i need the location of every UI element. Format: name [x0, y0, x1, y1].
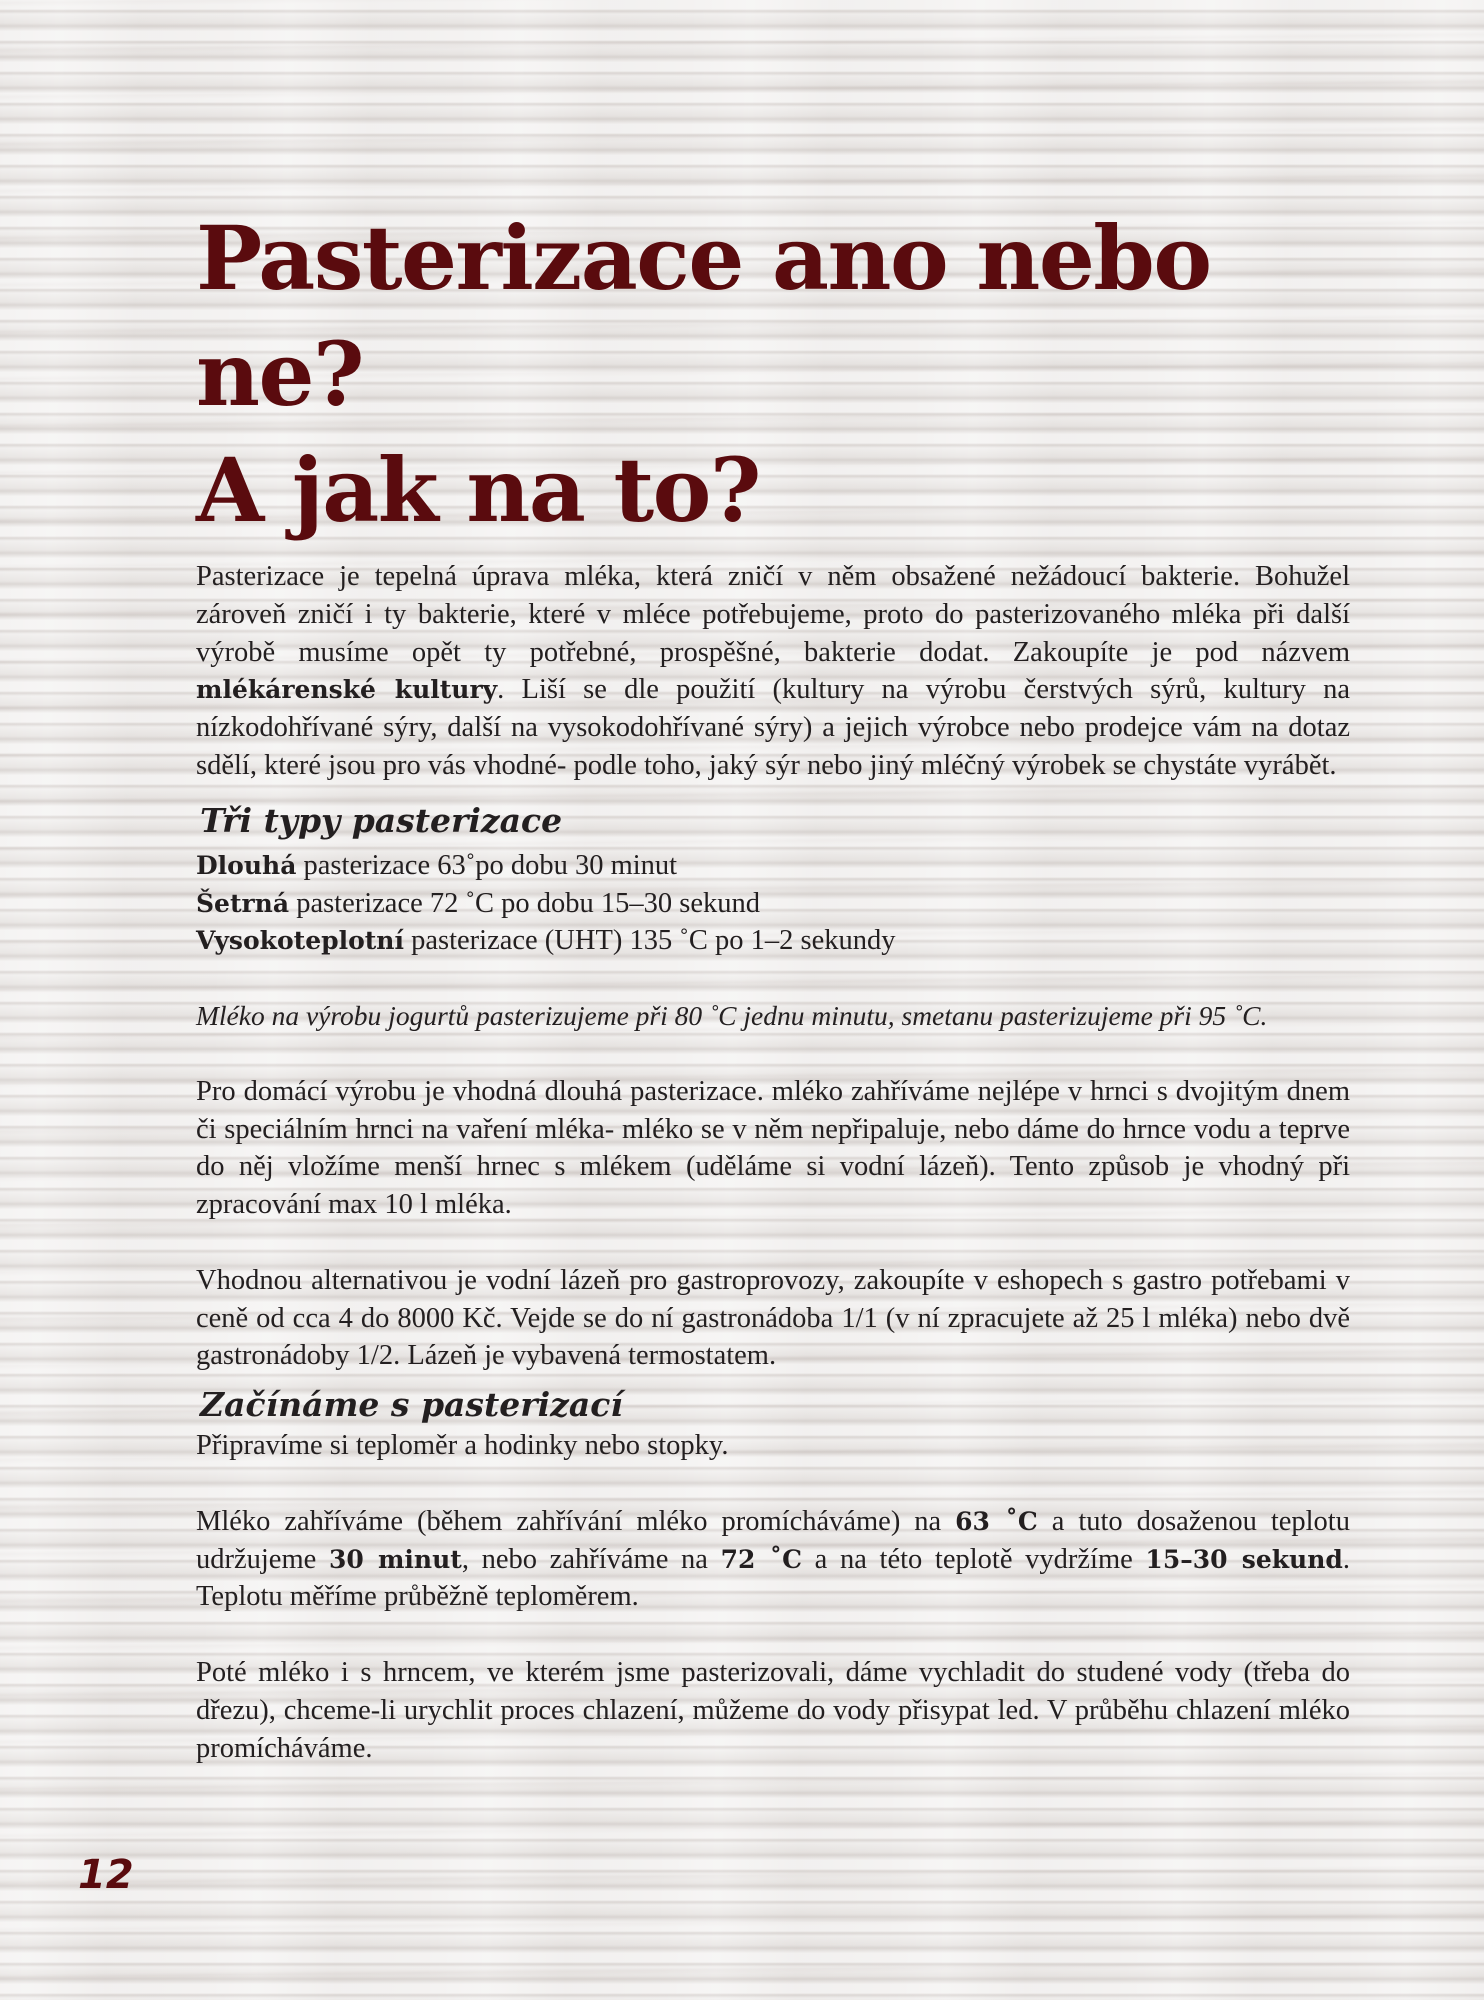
heating-text: Mléko zahříváme (během zahřívání mléko promícháváme) na: [196, 1505, 956, 1537]
section-heading-start: Začínáme s pasterizací: [200, 1385, 623, 1425]
yogurt-note: Mléko na výrobu jogurtů pasterizujeme při 80 ˚C jednu minutu, smetanu pasterizujeme při 95 ˚C.: [196, 1000, 1268, 1032]
duration-30-min: 30 minut: [328, 1544, 462, 1574]
cooling-paragraph: Poté mléko i s hrncem, ve kterém jsme pasterizovali, dáme vychladit do studené vody (třeba do dřezu), chceme-li urychlit proces chlazení, můžeme do vody přisypat led. V průběhu chlazení mléko promícháváme.: [196, 1656, 1350, 1764]
item-term: Dlouhá: [196, 850, 297, 880]
item-text: pasterizace (UHT) 135 ˚C po 1–2 sekundy: [403, 925, 896, 957]
page-number: 12: [78, 1852, 134, 1898]
item-term: Vysokoteplotní: [196, 926, 404, 956]
heating-paragraph: [196, 1503, 1350, 1616]
intro-text-2: . Liší se dle použití (kultury na výrobu čerstvých sýrů, kultury na nízkodohřívané sýry, další na vysokodohřívané sýry) a jejich výrobce nebo prodejce vám na dotaz sdělí, které jsou pro vás vhodné- podle toho, jaký sýr nebo jiný mléčný výrobek se chystáte vyrábět.: [196, 674, 1351, 781]
heating-text: , nebo zahříváme na: [461, 1543, 721, 1575]
title-line-2: A jak na to?: [196, 438, 760, 542]
page-content: [196, 200, 1350, 1767]
list-item: [196, 847, 1350, 885]
section-heading-types: Tři typy pasterizace: [200, 800, 563, 840]
item-text: pasterizace 63˚po dobu 30 minut: [296, 849, 678, 881]
page-title: [196, 200, 1350, 548]
item-term: Šetrná: [196, 888, 290, 918]
intro-paragraph: [196, 558, 1350, 785]
heating-text: a na této teplotě vydržíme: [802, 1543, 1146, 1575]
temp-72: 72 ˚C: [720, 1544, 802, 1574]
pasteurization-types-list: [196, 847, 1350, 960]
tools-paragraph: Připravíme si teploměr a hodinky nebo stopky.: [196, 1430, 729, 1462]
heating-text: . Teplotu měříme průběžně teploměrem.: [196, 1543, 1350, 1613]
item-text: pasterizace 72 ˚C po dobu 15–30 sekund: [289, 887, 760, 919]
temp-63: 63 ˚C: [955, 1506, 1038, 1536]
home-production-paragraph: Pro domácí výrobu je vhodná dlouhá pasterizace. mléko zahříváme nejlépe v hrnci s dvojitým dnem či speciálním hrnci na vaření mléka- mléko se v něm nepřipaluje, nebo dáme do hrnce vodu a teprve do něj vložíme menší hrnec s mlékem (uděláme si vodní lázeň). Tento způsob je vhodný při zpracování max 10 l mléka.: [196, 1075, 1350, 1221]
heating-text: a tuto dosaženou teplotu udržujeme: [196, 1505, 1350, 1575]
intro-text-1: Pasterizace je tepelná úprava mléka, která zničí v něm obsažené nežádoucí bakterie. Bohužel zároveň zničí i ty bakterie, které v mléce potřebujeme, proto do pasterizovaného mléka při další výrobě musíme opět ty potřebné, prospěšné, bakterie dodat. Zakoupíte je pod názvem: [196, 561, 1350, 668]
duration-15-30-sec: 15–30 sekund: [1145, 1544, 1343, 1574]
intro-bold-term: mlékárenské kultury: [196, 675, 498, 705]
title-line-1: Pasterizace ano nebo ne?: [196, 206, 1211, 426]
list-item: [196, 922, 1350, 960]
list-item: [196, 885, 1350, 923]
water-bath-paragraph: Vhodnou alternativou je vodní lázeň pro gastroprovozy, zakoupíte v eshopech s gastro potřebami v ceně od cca 4 do 8000 Kč. Vejde se do ní gastronádoba 1/1 (v ní zpracujete až 25 l mléka) nebo dvě gastronádoby 1/2. Lázeň je vybavená termostatem.: [196, 1264, 1350, 1372]
